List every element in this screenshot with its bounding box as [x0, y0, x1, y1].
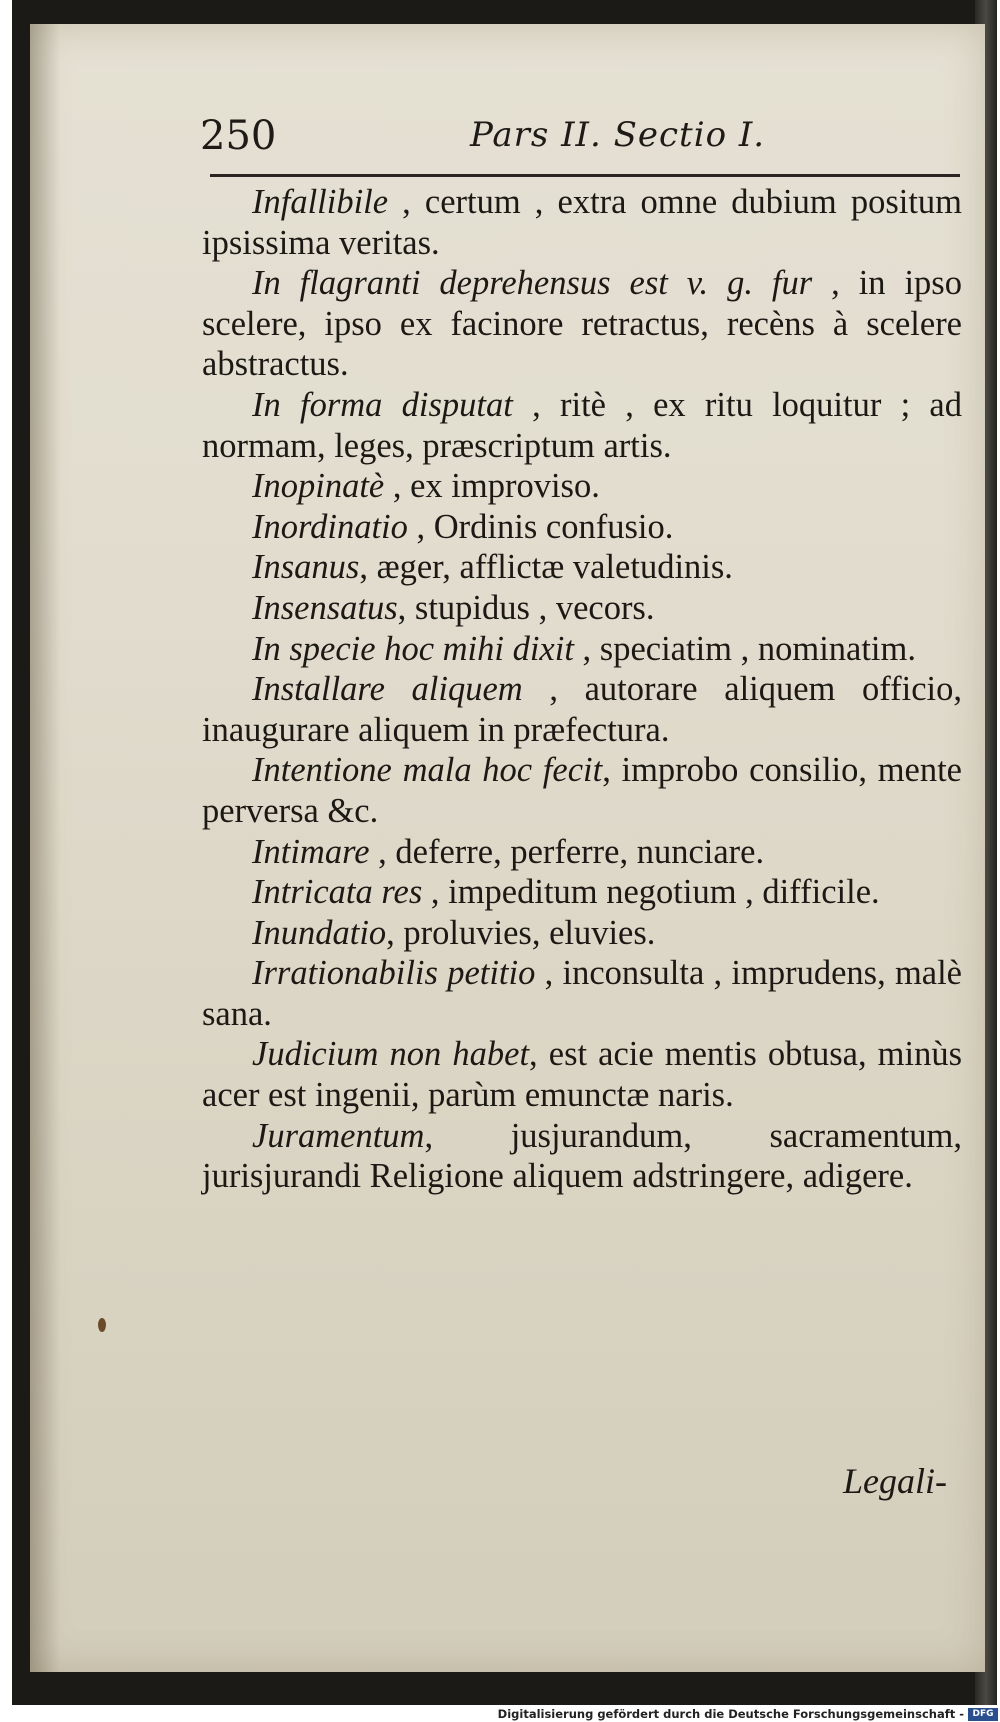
entry-definition: , stupidus , vecors.: [397, 588, 655, 627]
entry-definition: , jusjurandum, sacramentum, jurisjurandi Religione aliquem adstringere, adigere.: [202, 1116, 962, 1196]
entry-definition: , improbo consilio, mente perversa &c.: [202, 751, 962, 830]
glossary-text: [202, 182, 962, 1197]
entry-definition: , impeditum negotium , difficile.: [422, 873, 880, 912]
entry-term: Insanus: [252, 548, 360, 587]
entry-definition: , ex improviso.: [384, 467, 600, 506]
entry-definition: , certum , extra omne dubium positum ipsissima veritas.: [202, 183, 962, 262]
glossary-entry: [202, 547, 962, 588]
entry-definition: , ritè , ex ritu loquitur ; ad normam, leges, præscriptum artis.: [202, 385, 962, 465]
entry-term: Infallibile: [252, 183, 389, 221]
glossary-entry: [202, 263, 962, 385]
entry-definition: , est acie mentis obtusa, minùs acer est ingenii, parùm emunctæ naris.: [202, 1035, 963, 1115]
entry-term: Irrationabilis petitio: [252, 954, 536, 993]
entry-term: Intentione mala hoc fecit: [252, 751, 603, 790]
entry-term: Juramentum: [252, 1116, 425, 1155]
gutter-shadow: [30, 24, 60, 1672]
glossary-entry: [202, 913, 962, 954]
entry-definition: , proluvies, eluvies.: [386, 913, 656, 952]
glossary-entry: [202, 629, 962, 670]
entry-term: Judicium non habet: [252, 1035, 530, 1074]
entry-definition: , in ipso scelere, ipso ex facinore retractus, recèns à scelere abstractus.: [202, 264, 962, 384]
page-number: 250: [200, 113, 277, 159]
entry-term: Inordinatio: [252, 507, 408, 546]
entry-term: In specie hoc mihi dixit: [252, 629, 574, 668]
entry-term: Intimare: [252, 832, 370, 871]
glossary-entry: [202, 750, 962, 831]
ink-stain: [98, 1318, 106, 1332]
glossary-entry: [202, 385, 962, 466]
entry-term: In forma disputat: [252, 385, 513, 424]
entry-term: Insensatus: [252, 588, 398, 627]
entry-definition: , speciatim , nominatim.: [573, 629, 916, 668]
glossary-entry: [202, 1034, 962, 1115]
entry-definition: , autorare aliquem officio, inaugurare aliquem in præfectura.: [202, 670, 962, 749]
digitization-credit: Digitalisierung gefördert durch die Deutsche Forschungsgemeinschaft -: [497, 1707, 964, 1721]
glossary-entry: [202, 507, 962, 548]
running-head: Pars II. Sectio I.: [470, 115, 766, 155]
entry-term: Intricata res: [252, 873, 423, 912]
glossary-entry: [202, 588, 962, 629]
entry-definition: , deferre, perferre, nunciare.: [369, 832, 765, 871]
glossary-entry: [202, 182, 962, 263]
catchword: Legali-: [843, 1461, 947, 1501]
entry-term: Installare aliquem: [252, 670, 523, 709]
entry-definition: , Ordinis confusio.: [407, 507, 674, 546]
entry-definition: , æger, afflictæ valetudinis.: [359, 548, 733, 587]
glossary-entry: [202, 669, 962, 750]
glossary-entry: [202, 466, 962, 507]
entry-term: Inopinatè: [252, 467, 385, 506]
header-rule: [210, 174, 960, 177]
page-header: [160, 113, 960, 163]
glossary-entry: [202, 872, 962, 913]
glossary-entry: [202, 832, 962, 873]
entry-term: Inundatio: [252, 913, 387, 952]
entry-term: In flagranti deprehensus est v. g. fur: [252, 264, 813, 303]
dfg-logo: DFG: [968, 1708, 998, 1721]
entry-definition: , inconsulta , imprudens, malè sana.: [202, 954, 962, 1033]
glossary-entry: [202, 953, 962, 1034]
glossary-entry: [202, 1116, 962, 1197]
